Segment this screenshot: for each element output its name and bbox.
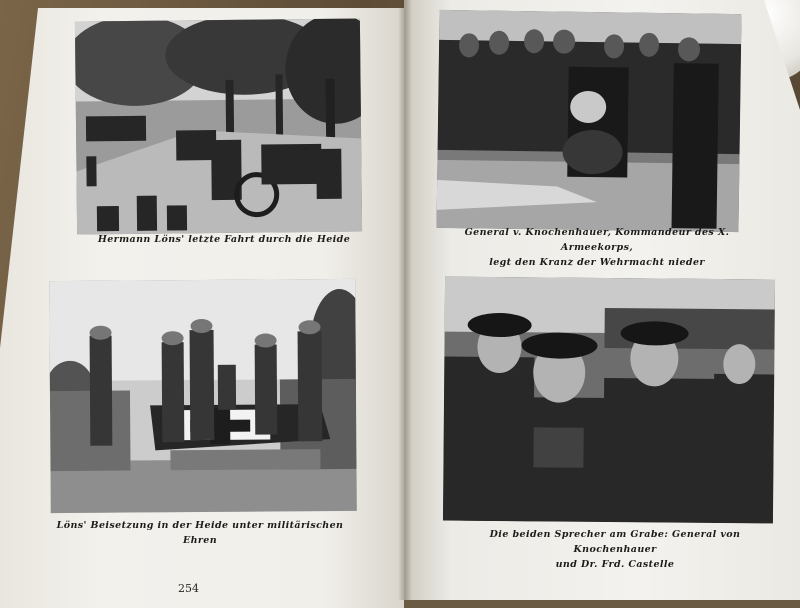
caption-line: legt den Kranz der Wehrmacht nieder: [489, 257, 705, 268]
speakers-photo: [443, 277, 775, 524]
wreath-laying-photo: [436, 10, 741, 232]
photo-caption: [450, 527, 780, 572]
photo-caption: Hermann Löns' letzte Fahrt durch die Heide: [97, 234, 351, 245]
caption-line: Die beiden Sprecher am Grabe: General von Knochenhauer: [489, 529, 741, 555]
burial-honors-photo: [49, 279, 357, 513]
funeral-procession-photo: [75, 19, 362, 235]
caption-line: und Dr. Frd. Castelle: [555, 559, 675, 570]
caption-line: General v. Knochenhauer, Kommandeur des X. Armeekorps,: [464, 227, 730, 253]
page-number: 254: [178, 582, 199, 595]
photo-caption: [452, 225, 742, 270]
book-gutter: [398, 0, 412, 600]
photo-caption: Löns' Beisetzung in der Heide unter militärischen Ehren: [56, 520, 344, 546]
